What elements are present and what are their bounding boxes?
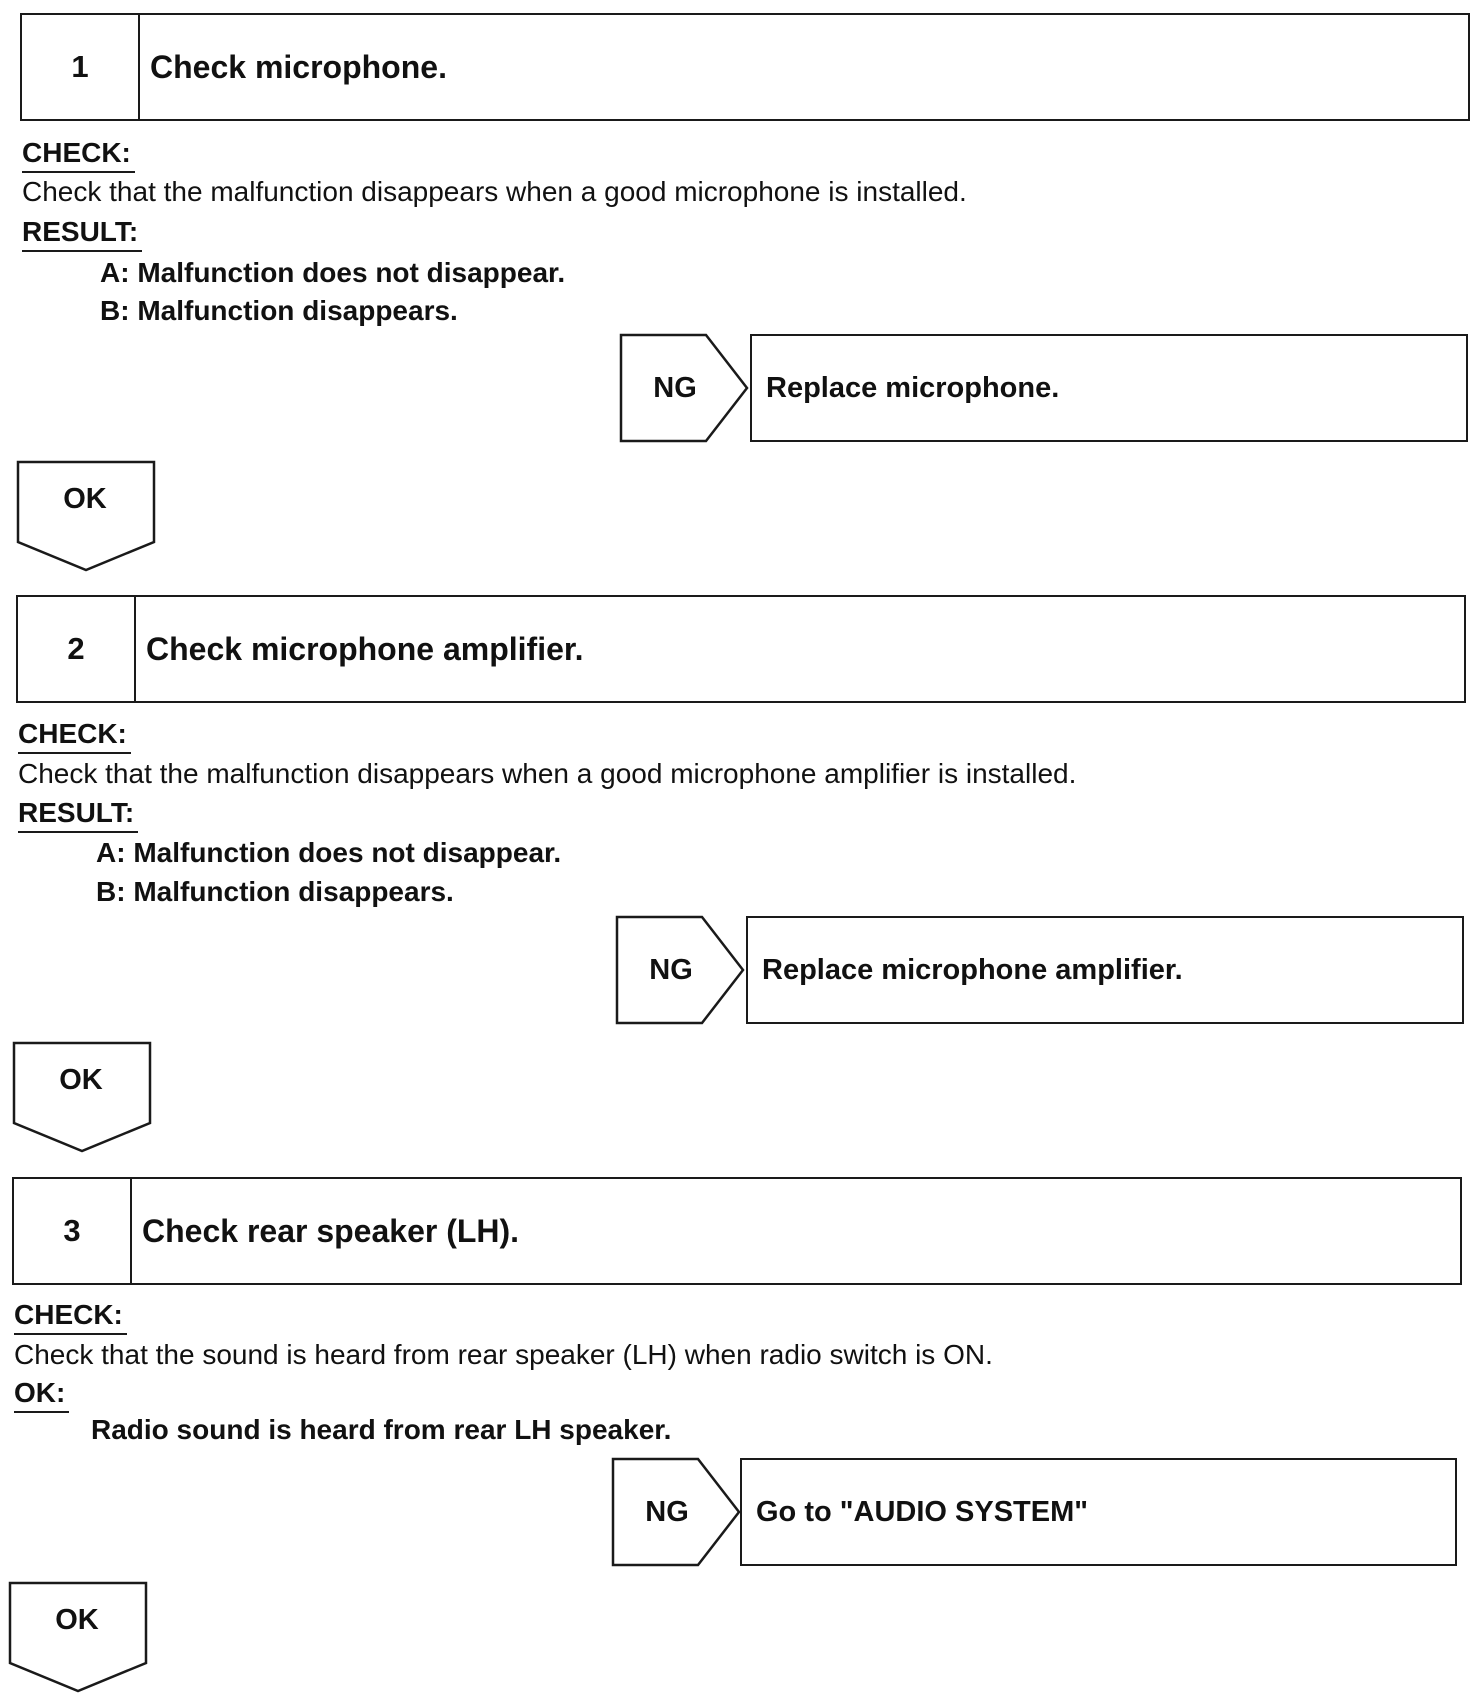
step-3-header bbox=[12, 1177, 1462, 1285]
step-3-ok-heading: OK: bbox=[14, 1375, 69, 1413]
step-2-ok-label: OK bbox=[59, 1064, 103, 1096]
step-3-title: Check rear speaker (LH). bbox=[142, 1212, 520, 1249]
step-2-ng-action: Replace microphone amplifier. bbox=[746, 916, 1464, 1024]
step-2-ok-arrow bbox=[13, 1042, 153, 1154]
step-1-ng-action: Replace microphone. bbox=[750, 334, 1468, 442]
step-1-check-heading: CHECK: bbox=[22, 135, 135, 173]
step-2-header bbox=[16, 595, 1466, 703]
step-3-number: 3 bbox=[14, 1179, 132, 1283]
step-1-check-text: Check that the malfunction disappears when a good microphone is installed. bbox=[22, 176, 967, 207]
step-1-result-a: A: Malfunction does not disappear. bbox=[100, 257, 566, 288]
step-1-result-heading: RESULT: bbox=[22, 214, 142, 252]
step-3-check-text: Check that the sound is heard from rear speaker (LH) when radio switch is ON. bbox=[14, 1339, 993, 1370]
step-3-ok-condition: Radio sound is heard from rear LH speaker. bbox=[91, 1414, 672, 1445]
step-1-header bbox=[20, 13, 1470, 121]
step-1-number: 1 bbox=[22, 15, 140, 119]
step-2-result-a: A: Malfunction does not disappear. bbox=[96, 837, 562, 868]
step-1-title: Check microphone. bbox=[150, 48, 447, 85]
step-2-result-heading: RESULT: bbox=[18, 795, 138, 833]
step-3-ok-label: OK bbox=[55, 1604, 99, 1636]
step-2-check-heading: CHECK: bbox=[18, 716, 131, 754]
step-3-ng-label: NG bbox=[645, 1495, 689, 1528]
step-3-check-heading: CHECK: bbox=[14, 1297, 127, 1335]
step-2-ng-label: NG bbox=[649, 953, 693, 986]
step-1-ok-arrow bbox=[17, 461, 157, 573]
step-1-ok-label: OK bbox=[63, 483, 107, 515]
step-2-number: 2 bbox=[18, 597, 136, 701]
step-2-title: Check microphone amplifier. bbox=[146, 630, 584, 667]
step-3-ok-arrow bbox=[9, 1582, 149, 1694]
step-2-result-b: B: Malfunction disappears. bbox=[96, 876, 454, 907]
step-1-ng-label: NG bbox=[653, 371, 697, 404]
step-2-check-text: Check that the malfunction disappears when a good microphone amplifier is installed. bbox=[18, 758, 1077, 789]
step-3-ng-action: Go to "AUDIO SYSTEM" bbox=[740, 1458, 1457, 1566]
step-1-result-b: B: Malfunction disappears. bbox=[100, 295, 458, 326]
